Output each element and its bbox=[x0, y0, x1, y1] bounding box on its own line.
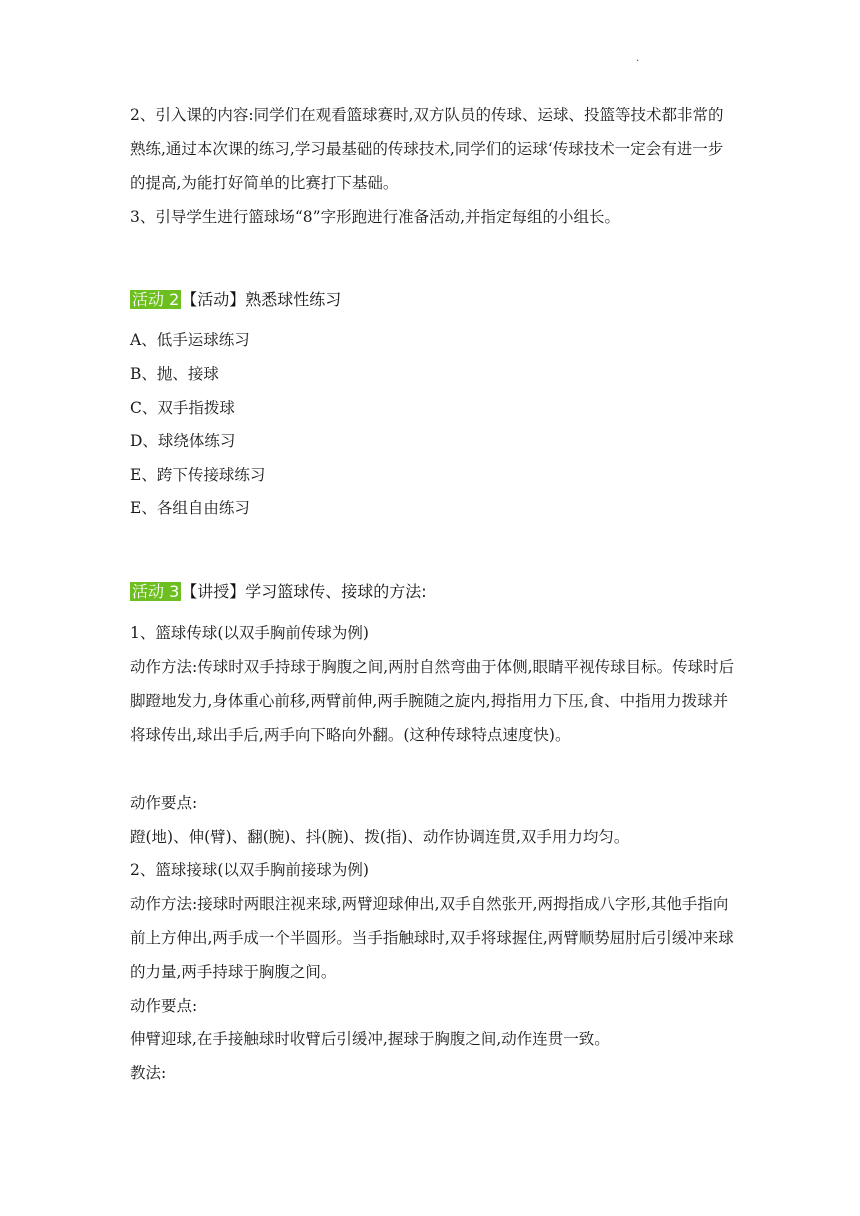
activity3-heading bbox=[130, 579, 427, 605]
intro-paragraph-3: 3、引导学生进行篮球场“8”字形跑进行准备活动,并指定每组的小组长。 bbox=[130, 208, 621, 226]
header-mark: · bbox=[636, 56, 640, 67]
activity2-item: A、低手运球练习 bbox=[130, 331, 250, 349]
activity3-line: 动作方法:接球时两眼注视来球,两臂迎球伸出,双手自然张开,两拇指成八字形,其他手指向前上方伸出,两手成一个半圆形。当手指触球时,双手将球握住,两臂顺势屈肘后引缓冲来球的力量,两手持球于胸腹之间。 bbox=[130, 895, 734, 981]
activity2-heading bbox=[130, 287, 341, 313]
activity3-line: 动作要点: bbox=[130, 997, 198, 1015]
activity3-line: 伸臂迎球,在手接触球时收臂后引缓冲,握球于胸腹之间,动作连贯一致。 bbox=[130, 1030, 610, 1048]
activity2-title: 【活动】熟悉球性练习 bbox=[181, 290, 342, 309]
activity3-line: 1、篮球传球(以双手胸前传球为例) bbox=[130, 624, 369, 642]
activity3-tag: 活动 3 bbox=[132, 582, 180, 601]
activity3-line: 教法: bbox=[130, 1064, 167, 1082]
activity3-line: 动作要点: bbox=[130, 794, 198, 812]
activity2-item: E、跨下传接球练习 bbox=[130, 466, 266, 484]
activity3-line: 2、篮球接球(以双手胸前接球为例) bbox=[130, 861, 369, 879]
activity2-item: B、抛、接球 bbox=[130, 365, 219, 383]
activity2-item: D、球绕体练习 bbox=[130, 432, 236, 450]
activity2-item: C、双手指拨球 bbox=[130, 399, 235, 417]
intro-paragraph-2: 2、引入课的内容:同学们在观看篮球赛时,双方队员的传球、运球、投篮等技术都非常的熟练,通过本次课的练习,学习最基础的传球技术,同学们的运球‘传球技术一定会有进一步的提高,为能打好简单的比赛打下基础。 bbox=[130, 106, 724, 192]
activity3-title: 【讲授】学习篮球传、接球的方法: bbox=[181, 582, 427, 601]
activity3-line: 蹬(地)、伸(臂)、翻(腕)、抖(腕)、拨(指)、动作协调连贯,双手用力均匀。 bbox=[130, 828, 630, 846]
activity2-tag: 活动 2 bbox=[132, 290, 180, 309]
activity2-item: E、各组自由练习 bbox=[130, 499, 250, 517]
activity3-line: 动作方法:传球时双手持球于胸腹之间,两肘自然弯曲于体侧,眼睛平视传球目标。传球时后脚蹬地发力,身体重心前移,两臂前伸,两手腕随之旋内,拇指用力下压,食、中指用力拨球并将球传出,球出手后,两手向下略向外翻。(这种传球特点速度快)。 bbox=[130, 658, 735, 744]
